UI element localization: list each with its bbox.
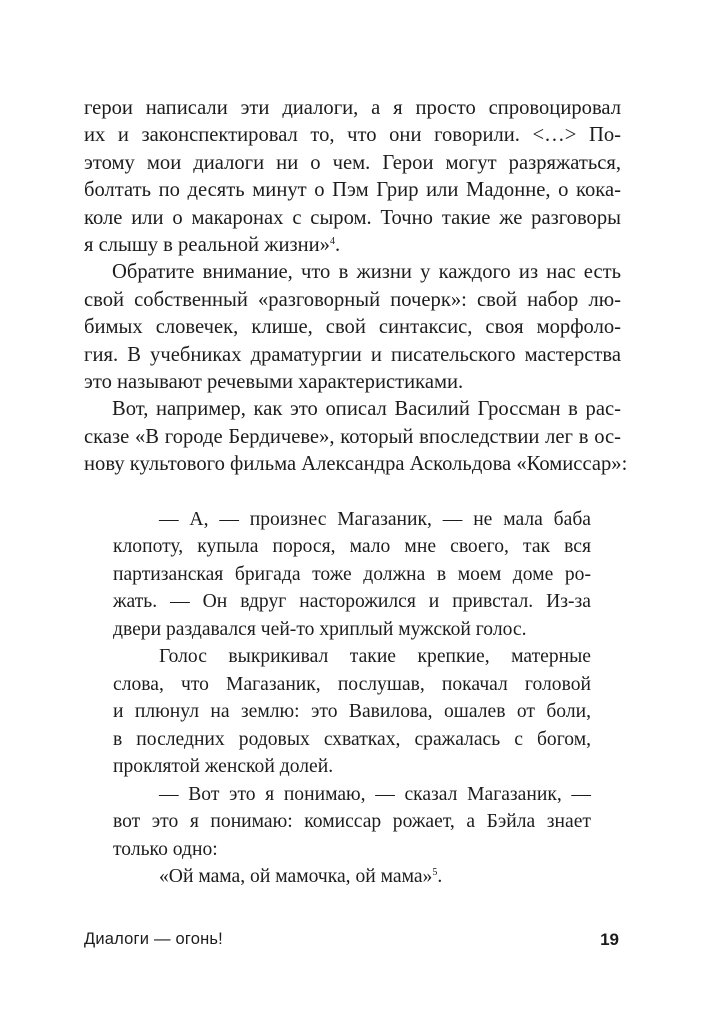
text-line: гия. В учебниках драматургии и писательского мастерства [84, 343, 621, 366]
paragraph [84, 95, 621, 259]
quote-paragraph [113, 506, 591, 644]
text-line: их и законспектировал то, что они говорили. <…> По- [84, 124, 621, 147]
quote-line: в последних родовых схватках, сражалась с богом, [113, 728, 591, 750]
quote-line: двери раздавался чей-то хриплый мужской голос. [113, 618, 527, 640]
quote-line: — А, — произнес Магазаник, — не мала баба [159, 508, 591, 530]
text-line: нову культового фильма Александра Аскольдова «Комиссар»: [84, 453, 628, 476]
text-line: коле или о макаронах с сыром. Точно такие же разговоры [84, 206, 621, 229]
quote-line: только одно: [113, 838, 218, 860]
text-line: болтать по десять минут о Пэм Грир или Мадонне, о кока- [84, 179, 621, 202]
text-line: бимых словечек, клише, свой синтаксис, своя морфоло- [84, 316, 621, 339]
text-line: Вот, например, как это описал Василий Гроссман в рас- [112, 398, 621, 421]
quote-line: проклятой женской долей. [113, 756, 334, 778]
text-line: Обратите внимание, что в жизни у каждого из нас есть [112, 261, 621, 284]
text-fragment: . [437, 866, 443, 888]
quote-line: — Вот это я понимаю, — сказал Магазаник, — [159, 783, 591, 805]
page-number: 19 [600, 930, 619, 949]
quote-line: клопоту, купыла порося, мало мне своего, так вся [113, 536, 591, 558]
paragraph [84, 259, 621, 396]
quote-line: вот это я понимаю: комиссар рожает, а Бэйла знает [113, 811, 591, 833]
footnote-marker: 4 [329, 235, 335, 247]
text-line: сказе «В городе Бердичеве», который впоследствии лег в ос- [84, 425, 621, 448]
quote-line [113, 863, 591, 891]
quote-line: слова, что Магазаник, послушав, покачал головой [113, 673, 591, 695]
quote-paragraph [113, 781, 591, 864]
quote-line: жать. — Он вдруг насторожился и привстал. Из-за [113, 591, 591, 613]
quote-paragraph [113, 863, 591, 891]
page-footer [84, 930, 619, 952]
running-head: Диалоги — огонь! [84, 930, 223, 948]
text-line: я слышу в реальной жизни»$^4$. [84, 233, 341, 256]
paragraph [84, 396, 628, 478]
page-body [84, 95, 628, 891]
footnote-marker: 5 [432, 867, 438, 879]
text-fragment: «Ой мама, ой мамочка, ой мама» [159, 866, 433, 888]
text-line: этому мои диалоги ни о чем. Герои могут разряжаться, [84, 151, 621, 174]
quote-paragraph [113, 643, 591, 781]
block-quote [113, 506, 591, 891]
quote-line: Голос выкрикивал такие крепкие, матерные [159, 646, 591, 668]
text-line: это называют речевыми характеристиками. [84, 370, 464, 393]
text-fragment: я слышу в реальной жизни» [84, 233, 330, 256]
text-line: герои написали эти диалоги, а я просто спровоцировал [84, 97, 621, 119]
quote-line: партизанская бригада тоже должна в моем доме ро- [113, 563, 591, 585]
text-line: свой собственный «разговорный почерк»: свой набор лю- [84, 288, 621, 311]
quote-line: и плюнул на землю: это Вавилова, ошалев от боли, [113, 701, 591, 723]
